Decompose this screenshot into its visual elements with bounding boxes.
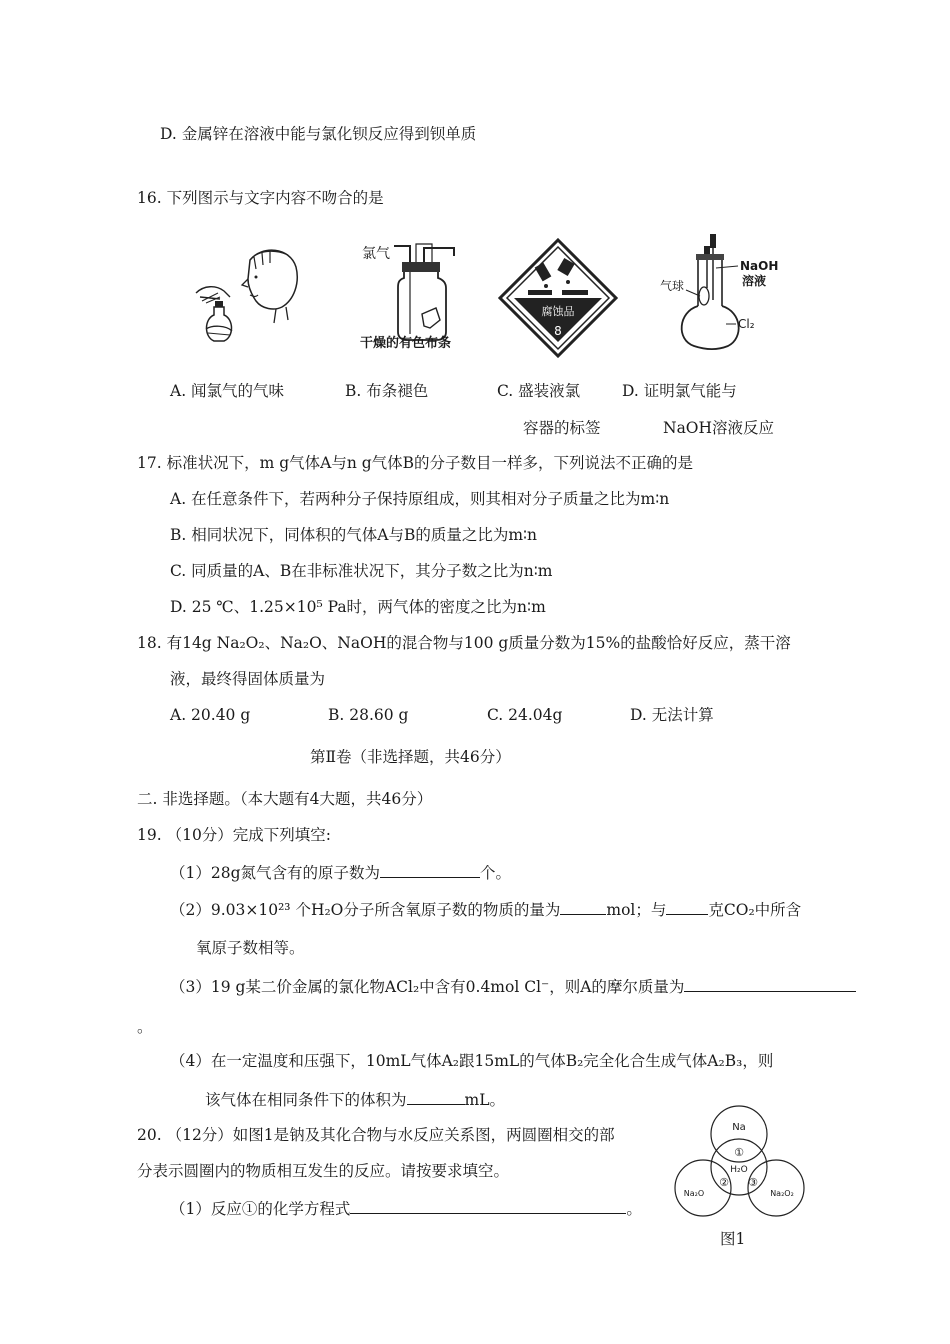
q16-option-d-line2: NaOH溶液反应 <box>663 419 775 437</box>
q17-option-a: A. 在任意条件下，若两种分子保持原组成，则其相对分子质量之比为m∶n <box>170 490 670 508</box>
fig-d-balloon: 气球 <box>660 279 685 293</box>
q19-p2-mid: mol；与 <box>606 901 667 919</box>
fig1-na: Na <box>732 1122 746 1133</box>
q16-figure-d-flask <box>660 228 790 358</box>
q19-p2-blank-2[interactable] <box>666 898 708 915</box>
q16-option-a: A. 闻氯气的气味 <box>170 382 285 400</box>
q17-option-c: C. 同质量的A、B在非标准状况下，其分子数之比为n∶m <box>170 562 553 580</box>
q16-stem: 16. 下列图示与文字内容不吻合的是 <box>137 189 384 207</box>
q19-p2-text: （2）9.03×10²³ 个H₂O分子所含氧原子数的物质的量为 <box>170 901 561 919</box>
q20-p1-after: 。 <box>626 1200 642 1218</box>
q19-p2-line2: 氧原子数相等。 <box>196 939 305 957</box>
fig-d-solution: 溶液 <box>742 274 767 288</box>
q16-figure-a-smelling <box>190 245 305 350</box>
q19-p3-line2: 。 <box>137 1018 153 1036</box>
q18-stem-line1: 18. 有14g Na₂O₂、Na₂O、NaOH的混合物与100 g质量分数为15%的盐酸恰好反应，蒸干溶 <box>137 634 791 652</box>
q20-figure-1-venn <box>672 1104 812 1224</box>
q19-part2 <box>170 898 801 920</box>
q17-option-b: B. 相同状况下，同体积的气体A与B的质量之比为m∶n <box>170 526 538 544</box>
q19-p2-blank-1[interactable] <box>560 898 606 915</box>
part2-title: 第Ⅱ卷（非选择题，共46分） <box>310 748 511 766</box>
q16-option-c: C. 盛装液氯 <box>497 382 581 400</box>
fig1-h2o: H₂O <box>730 1165 748 1175</box>
fig-c-sign-number: 8 <box>554 324 562 338</box>
q19-part4: （4）在一定温度和压强下，10mL气体A₂跟15mL的气体B₂完全化合生成气体A₂B₃，则 <box>170 1052 774 1070</box>
q19-part3 <box>170 975 856 997</box>
fig1-label-1: ① <box>734 1146 744 1159</box>
q18-option-a: A. 20.40 g <box>170 706 251 724</box>
q20-stem-line1: 20. （12分）如图1是钠及其化合物与水反应关系图，两圆圈相交的部 <box>137 1126 615 1144</box>
q20-part1 <box>170 1197 642 1219</box>
q19-stem: 19. （10分）完成下列填空: <box>137 826 332 844</box>
q19-p1-text: （1）28g氮气含有的原子数为 <box>170 864 381 882</box>
q19-p1-after: 个。 <box>480 864 512 882</box>
q19-p3-blank[interactable] <box>684 975 856 992</box>
q19-part1 <box>170 861 511 883</box>
q19-p4-text: 该气体在相同条件下的体积为 <box>205 1091 407 1109</box>
part2-section: 二. 非选择题。（本大题有4大题，共46分） <box>137 790 433 808</box>
fig1-label-2: ② <box>719 1176 729 1189</box>
q18-option-d: D. 无法计算 <box>630 706 714 724</box>
q16-option-c-line2: 容器的标签 <box>523 419 601 437</box>
q17-stem: 17. 标准状况下，m g气体A与n g气体B的分子数目一样多，下列说法不正确的是 <box>137 454 694 472</box>
fig1-label-3: ③ <box>748 1176 758 1189</box>
q20-fig-caption: 图1 <box>720 1230 746 1248</box>
fig1-na2o: Na₂O <box>683 1189 705 1198</box>
fig-b-gas-label: 氯气 <box>362 246 390 262</box>
q19-p4-blank[interactable] <box>407 1088 465 1105</box>
q16-option-b: B. 布条褪色 <box>345 382 429 400</box>
q17-option-d: D. 25 ℃、1.25×10⁵ Pa时，两气体的密度之比为n∶m <box>170 598 546 616</box>
q19-p2-after: 克CO₂中所含 <box>708 901 802 919</box>
q16-fig-b-caption: 干燥的有色布条 <box>360 336 452 351</box>
q20-p1-text: （1）反应①的化学方程式 <box>170 1200 351 1218</box>
q16-option-d: D. 证明氯气能与 <box>622 382 737 400</box>
fig-d-cl2: Cl₂ <box>738 317 755 331</box>
fig-d-naoh: NaOH <box>740 259 779 273</box>
q20-stem-line2: 分表示圆圈内的物质相互发生的反应。请按要求填空。 <box>137 1162 510 1180</box>
q18-stem-line2: 液，最终得固体质量为 <box>170 670 326 688</box>
fig1-na2o2: Na₂O₂ <box>770 1189 794 1198</box>
q16-figure-c-corrosive-sign <box>498 238 618 358</box>
q19-p4-after: mL。 <box>464 1091 506 1109</box>
q19-part4-line2 <box>205 1088 505 1110</box>
q18-option-c: C. 24.04g <box>487 706 563 724</box>
q20-p1-blank[interactable] <box>350 1197 626 1214</box>
q19-p3-text: （3）19 g某二价金属的氯化物ACl₂中含有0.4mol Cl⁻，则A的摩尔质量为 <box>170 978 685 996</box>
fig-c-sign-text: 腐蚀品 <box>541 305 575 318</box>
q19-p1-blank[interactable] <box>380 861 480 878</box>
q15-option-d: D. 金属锌在溶液中能与氯化钡反应得到钡单质 <box>160 125 477 143</box>
q18-option-b: B. 28.60 g <box>328 706 409 724</box>
